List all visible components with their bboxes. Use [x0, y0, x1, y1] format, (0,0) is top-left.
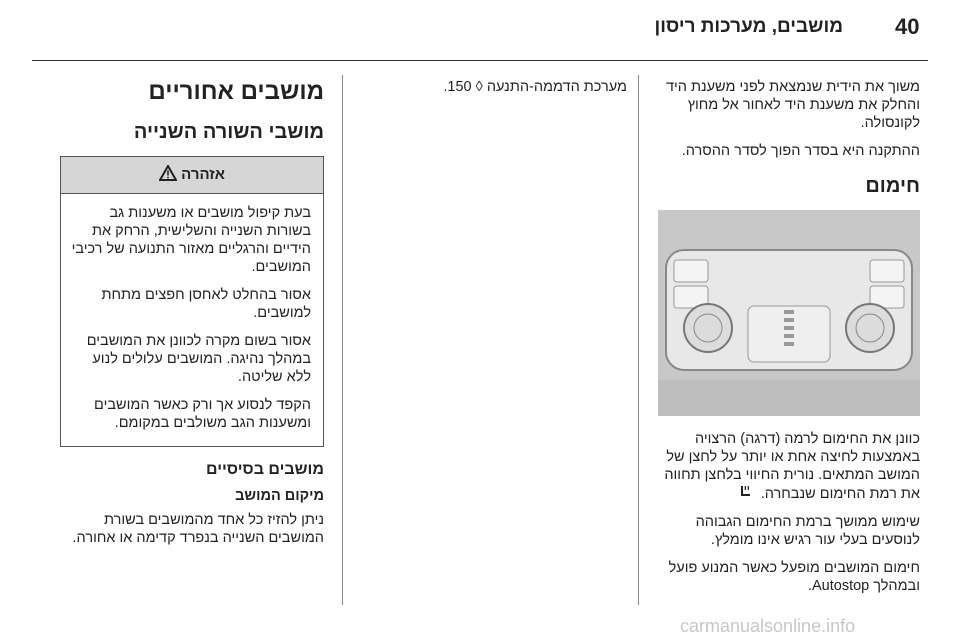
climate-panel-photo	[658, 210, 920, 416]
heating-instructions: כוונן את החימום לרמה (דרגה) הרצויה באמצעות לחיצה אחת או יותר על לחצן של המושב המתאים. נורית החיווי בלחצן תחווה את רמת החימום שנבחרה.	[664, 431, 920, 502]
heating-autostop: חימום המושבים מופעל כאשר המנוע פועל ובמהלך Autostop.	[668, 560, 920, 594]
warning-title: אזהרה	[181, 166, 226, 183]
seat-heating-icon	[739, 484, 753, 498]
heating-warning: שימוש ממושך ברמת החימום הגבוהה לנוסעים בעלי עור רגיש אינו מומלץ.	[695, 514, 920, 548]
warning-paragraph: אסור בשום מקרה לכוונן את המושבים במהלך נהיגה. המושבים עלולים לנוע ללא שליטה.	[86, 333, 311, 385]
heating-heading: חימום	[865, 175, 920, 197]
stop-start-reference: מערכת הדממה-התנעה ◊ 150.	[443, 79, 627, 95]
subsection-heading: מושבי השורה השנייה	[133, 121, 324, 143]
warning-body	[61, 194, 323, 446]
left-column	[655, 78, 920, 605]
middle-column	[355, 78, 627, 106]
basic-seats-heading: מושבים בסיסיים	[206, 461, 324, 478]
warning-paragraph: בעת קיפול מושבים או משענות גב בשורות השנייה והשלישית, הרחק את הידיים והרגליים מאזור התנועה של רכיבי המושבים.	[71, 205, 311, 275]
page-number: 40	[895, 14, 920, 39]
column-divider-left	[638, 75, 639, 605]
watermark: carmanualsonline.info	[680, 616, 856, 636]
warning-box	[60, 156, 324, 447]
installation-note: ההתקנה היא בסדר הפוך לסדר ההסרה.	[681, 143, 920, 159]
warning-paragraph: הקפד לנסוע אך ורק כאשר המושבים ומשענות הגב משולבים במקומם.	[94, 397, 311, 431]
header-rule	[32, 60, 928, 61]
warning-header	[61, 157, 323, 194]
right-column	[60, 78, 324, 557]
warning-triangle-icon	[159, 165, 177, 181]
column-divider-right	[342, 75, 343, 605]
section-heading: מושבים אחוריים	[148, 78, 324, 105]
warning-paragraph: אסור בהחלט לאחסן חפצים מתחת למושבים.	[101, 287, 311, 321]
seat-position-heading: מיקום המושב	[235, 488, 324, 504]
armrest-instructions: משוך את הידית שנמצאת לפני משענת היד והחלק את משענת היד לאחור אל מחוץ לקונסולה.	[665, 79, 920, 131]
page-title: מושבים, מערכות ריסון	[654, 16, 843, 37]
seat-position-text: ניתן להזיז כל אחד מהמושבים בשורת המושבים השנייה בנפרד קדימה או אחורה.	[72, 512, 324, 546]
